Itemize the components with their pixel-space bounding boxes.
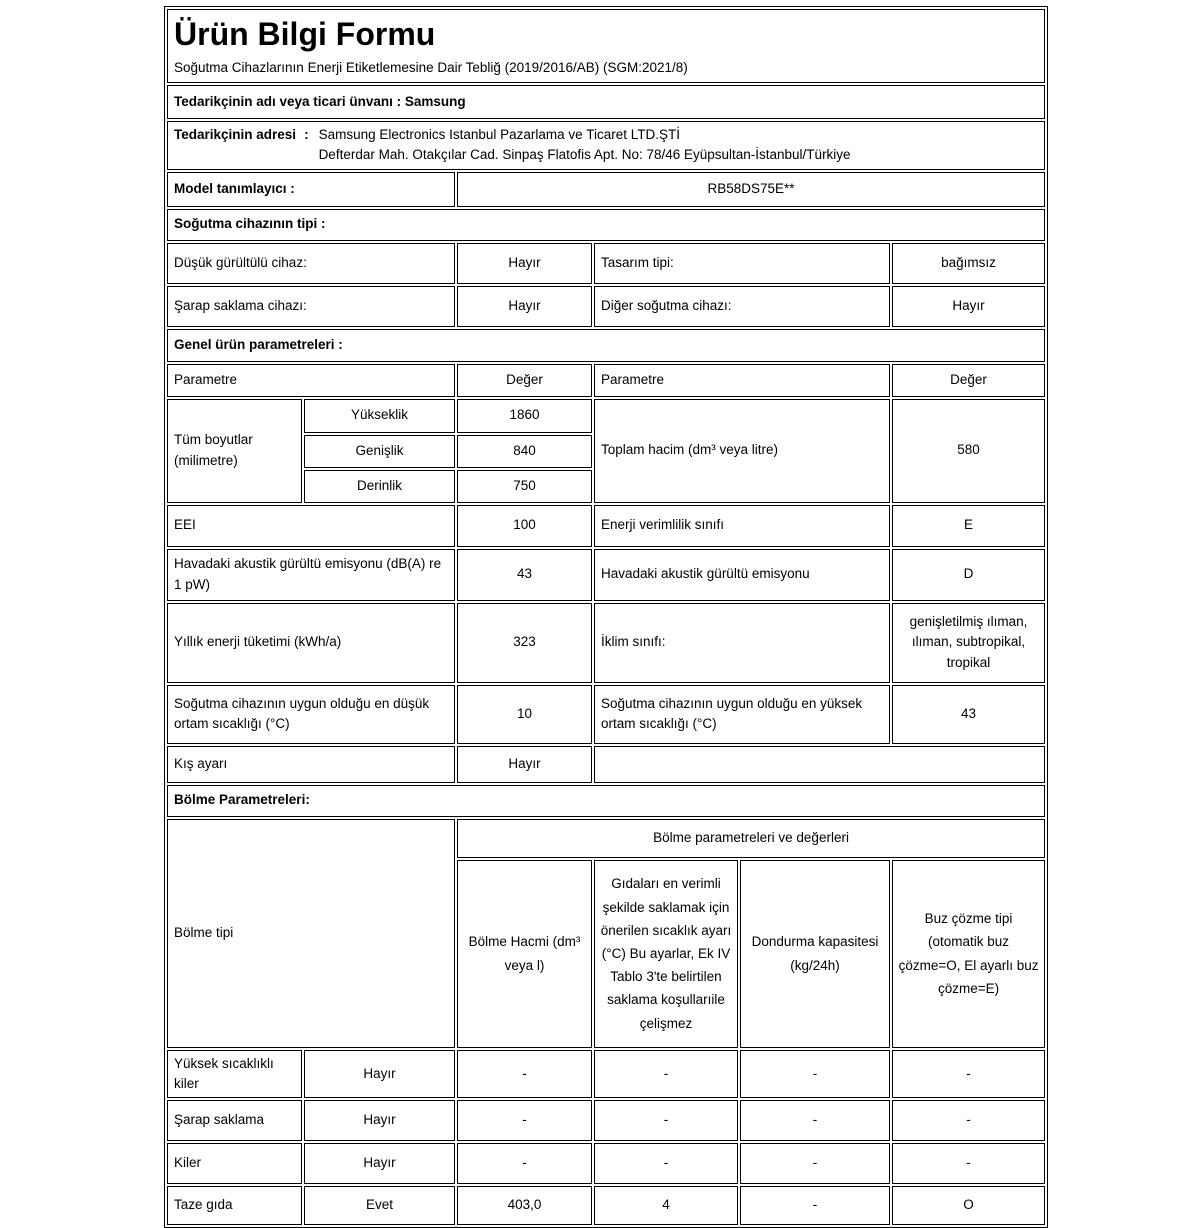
compartment-value-cell: Hayır xyxy=(304,1050,455,1099)
type-section-heading-cell: Soğutma cihazının tipi : xyxy=(167,209,1045,241)
param-label-cell: Soğutma cihazının uygun olduğu en düşük ortam sıcaklığı (°C) xyxy=(167,685,455,744)
model-value-cell: RB58DS75E** xyxy=(457,172,1045,207)
supplier-address-cell xyxy=(167,121,1045,170)
param-label-cell: Soğutma cihazının uygun olduğu en yüksek ortam sıcaklığı (°C) xyxy=(594,685,890,744)
dimension-name-cell: Genişlik xyxy=(304,435,455,468)
compartment-value-cell: - xyxy=(892,1050,1045,1099)
param-label-cell: Enerji verimlilik sınıfı xyxy=(594,505,890,547)
param-value-cell: D xyxy=(892,549,1045,601)
product-info-sheet xyxy=(164,0,1039,1228)
compartment-group-header-cell: Bölme parametreleri ve değerleri xyxy=(457,819,1045,858)
compartment-section-heading-cell: Bölme Parametreleri: xyxy=(167,785,1045,817)
compartment-value-cell: - xyxy=(740,1100,890,1141)
compartment-value-cell: - xyxy=(740,1186,890,1225)
compartment-value-cell: Hayır xyxy=(304,1143,455,1184)
param-value-cell: E xyxy=(892,505,1045,547)
compartment-col-header-cell: Buz çözme tipi (otomatik buz çözme=O, El ayarlı buz çözme=E) xyxy=(892,860,1045,1048)
dimension-group-cell: Tüm boyutlar (milimetre) xyxy=(167,399,302,503)
compartment-value-cell: - xyxy=(457,1050,592,1099)
compartment-value-cell: - xyxy=(457,1143,592,1184)
general-section-heading-cell: Genel ürün parametreleri : xyxy=(167,329,1045,362)
product-info-table xyxy=(164,6,1048,1228)
compartment-value-cell: - xyxy=(594,1143,738,1184)
column-header-cell: Parametre xyxy=(594,364,890,397)
compartment-col-header-cell: Dondurma kapasitesi (kg/24h) xyxy=(740,860,890,1048)
param-value-cell: bağımsız xyxy=(892,243,1045,284)
compartment-value-cell: - xyxy=(740,1143,890,1184)
param-value-cell: genişletilmiş ılıman, ılıman, subtropikal, tropikal xyxy=(892,603,1045,683)
param-label-cell: Tasarım tipi: xyxy=(594,243,890,284)
supplier-address-label: Tedarikçinin adresi xyxy=(174,127,297,143)
dimension-name-cell: Yükseklik xyxy=(304,399,455,433)
model-label-cell: Model tanımlayıcı : xyxy=(167,172,455,207)
param-label-cell: Diğer soğutma cihazı: xyxy=(594,286,890,327)
compartment-value-cell: - xyxy=(594,1100,738,1141)
compartment-value-cell: 403,0 xyxy=(457,1186,592,1225)
compartment-value-cell: Evet xyxy=(304,1186,455,1225)
supplier-address-lines xyxy=(319,125,851,166)
supplier-address-line2: Defterdar Mah. Otakçılar Cad. Sinpaş Flatofis Apt. No: 78/46 Eyüpsultan-İstanbul/Türkiye xyxy=(318,147,851,163)
compartment-value-cell: - xyxy=(892,1100,1045,1141)
compartment-value-cell: O xyxy=(892,1186,1045,1225)
page-title: Ürün Bilgi Formu xyxy=(174,16,436,52)
supplier-address-colon: : xyxy=(304,127,309,143)
param-value-cell: 43 xyxy=(457,549,592,601)
param-value-cell: Hayır xyxy=(457,746,592,783)
param-label-cell: Şarap saklama cihazı: xyxy=(167,286,455,327)
param-value-cell: 43 xyxy=(892,685,1045,744)
compartment-value-cell: - xyxy=(892,1143,1045,1184)
compartment-type-cell: Taze gıda xyxy=(167,1186,302,1225)
compartment-value-cell: Hayır xyxy=(304,1100,455,1141)
title-cell xyxy=(167,9,1045,83)
compartment-type-cell: Kiler xyxy=(167,1143,302,1184)
param-label-cell: Havadaki akustik gürültü emisyonu (dB(A) re 1 pW) xyxy=(167,549,455,601)
param-label-cell: İklim sınıfı: xyxy=(594,603,890,683)
param-value-cell: 323 xyxy=(457,603,592,683)
column-header-cell: Değer xyxy=(892,364,1045,397)
dimension-value-cell: 840 xyxy=(457,435,592,468)
supplier-name-cell: Tedarikçinin adı veya ticari ünvanı : Samsung xyxy=(167,85,1045,119)
param-value-cell: 100 xyxy=(457,505,592,547)
param-label-cell: Düşük gürültülü cihaz: xyxy=(167,243,455,284)
supplier-address-line1: Samsung Electronics Istanbul Pazarlama ve Ticaret LTD.ŞTİ xyxy=(318,127,680,143)
column-header-cell: Değer xyxy=(457,364,592,397)
compartment-value-cell: - xyxy=(457,1100,592,1141)
compartment-type-header-cell: Bölme tipi xyxy=(167,819,455,1048)
param-label-cell: Havadaki akustik gürültü emisyonu xyxy=(594,549,890,601)
dimension-name-cell: Derinlik xyxy=(304,470,455,503)
param-label-cell: EEI xyxy=(167,505,455,547)
compartment-value-cell: 4 xyxy=(594,1186,738,1225)
empty-cell xyxy=(594,746,1045,783)
dimension-value-cell: 750 xyxy=(457,470,592,503)
page-subtitle: Soğutma Cihazlarının Enerji Etiketlemesine Dair Tebliğ (2019/2016/AB) (SGM:2021/8) xyxy=(174,59,688,75)
compartment-value-cell: - xyxy=(740,1050,890,1099)
compartment-col-header-cell: Bölme Hacmi (dm³ veya l) xyxy=(457,860,592,1048)
param-value-cell: Hayır xyxy=(457,286,592,327)
compartment-type-cell: Şarap saklama xyxy=(167,1100,302,1141)
compartment-value-cell: - xyxy=(594,1050,738,1099)
param-value-cell: 10 xyxy=(457,685,592,744)
dimension-value-cell: 1860 xyxy=(457,399,592,433)
total-volume-label-cell: Toplam hacim (dm³ veya litre) xyxy=(594,399,890,503)
param-label-cell: Yıllık enerji tüketimi (kWh/a) xyxy=(167,603,455,683)
param-label-cell: Kış ayarı xyxy=(167,746,455,783)
total-volume-value-cell: 580 xyxy=(892,399,1045,503)
compartment-col-header-cell: Gıdaları en verimli şekilde saklamak için önerilen sıcaklık ayarı (°C) Bu ayarlar, Ek IV Tablo 3'te belirtilen saklama koşullarıile çelişmez xyxy=(594,860,738,1048)
param-value-cell: Hayır xyxy=(892,286,1045,327)
param-value-cell: Hayır xyxy=(457,243,592,284)
compartment-type-cell: Yüksek sıcaklıklı kiler xyxy=(167,1050,302,1099)
column-header-cell: Parametre xyxy=(167,364,455,397)
